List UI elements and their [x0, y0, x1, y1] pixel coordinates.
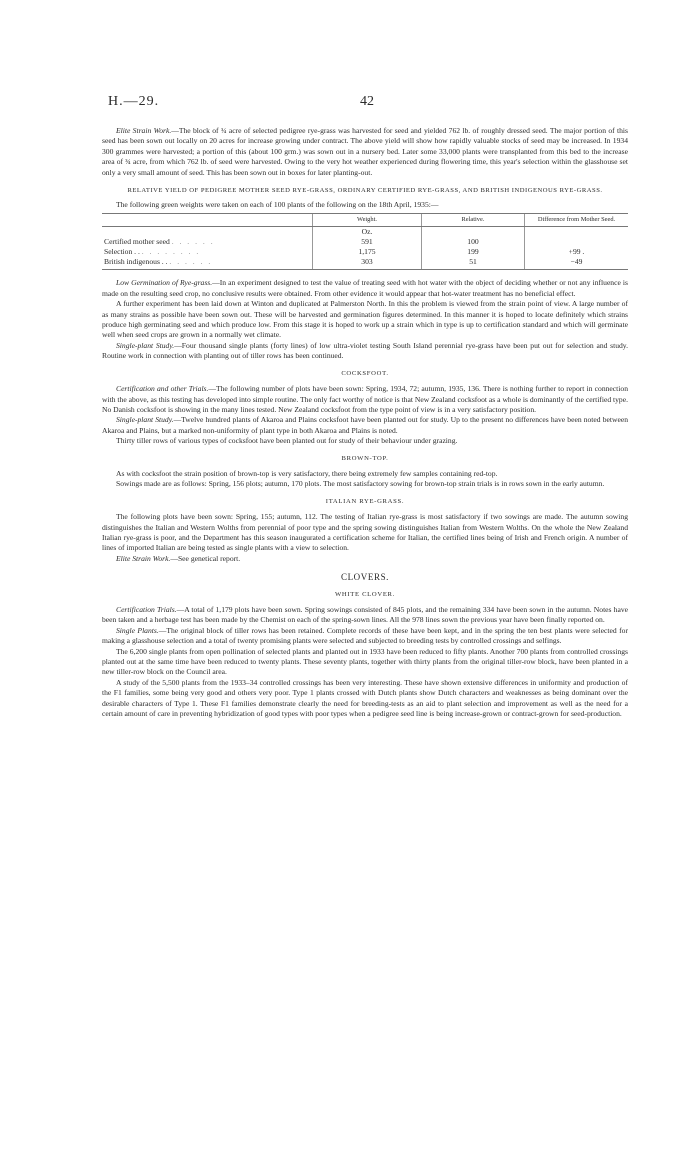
paragraph-browntop-strain: As with cocksfoot the strain position of brown-top is very satisfactory, there being extremely few samples containing red-top. — [116, 468, 498, 478]
paragraph-text: —The original block of tiller rows has been retained. Complete records of these have been kept, and in the spring the ten best plants were selected for making a glasshouse selection and a total of twenty promising plants were selected and subjected to breeding tests by controlled crossings and selfings. — [102, 625, 628, 646]
table-row — [102, 257, 628, 270]
table-row — [102, 247, 628, 257]
table-row — [102, 237, 628, 247]
row-label: British indigenous . . — [104, 257, 168, 267]
paragraph-label: Single Plants. — [116, 625, 159, 635]
difference-cell — [525, 237, 629, 247]
weight-cell: 303 — [313, 257, 422, 270]
paragraph-elite-strain — [102, 126, 628, 178]
col-header-relative: Relative. — [422, 214, 525, 227]
page-number: 42 — [360, 94, 374, 109]
paragraph-text: —The following number of plots have been sown: Spring, 1934, 72; autumn, 1935, 136. There is nothing further to report in connection with the above, as this testing has developed into simple routine. The only fact worthy of notice is that New Zealand cocksfoot as a whole is dominantly of the certified type. No Danish cocksfoot is showing in the many lines tested. New Zealand cocksfoot from the type point of view is in a very satisfactory position. — [102, 384, 628, 414]
section-heading-cocksfoot: COCKSFOOT. — [341, 369, 389, 377]
page-header — [102, 94, 628, 114]
paragraph-clover-certification — [102, 605, 628, 626]
paragraph-label: Certification and other Trials. — [116, 384, 209, 394]
paragraph-further-experiment: A further experiment has been laid down at Winton and duplicated at Palmerston North. In this the problem is viewed from the strain point of view. A large number of as many strains as possible have been sown out. These will be harvested and germination figures determined. In this manner it is hoped to locate definitely which strains produce high germinating seed and which produce low. From this stage it is hoped to work up a strain which in type is up to certification standard and which will germinate well when seed crops are grown in a normally wet climate. — [102, 299, 628, 340]
paragraph-label: Certification Trials. — [116, 605, 177, 614]
yield-table — [102, 213, 628, 270]
row-label: Certified mother seed — [104, 237, 170, 247]
table-title: RELATIVE YIELD OF PEDIGREE MOTHER SEED RYE-GRASS, ORDINARY CERTIFIED RYE-GRASS, AND BRITISH INDIGENOUS RYE-GRASS. — [127, 187, 603, 195]
section-heading-white-clover: WHITE CLOVER. — [334, 590, 395, 598]
paragraph-clover-reduction: The 6,200 single plants from open pollination of selected plants and planted out in 1933 have been reduced to fifty plants. Another 700 plants from controlled crossings planted out at the same time have been reduced to twenty plants. These seventy plants, together with thirty plants from the original tiller-row block, have been planted in a new tiller-row block on the Council area. — [102, 646, 628, 677]
paragraph-italian-elite — [102, 554, 628, 564]
paragraph-cocksfoot-single-plant — [102, 415, 628, 436]
table-unit-row — [102, 227, 628, 238]
paragraph-browntop-sowings: Sowings made are as follows: Spring, 156 plots; autumn, 170 plots. The most satisfactory sowing for brown-top strain trials is in rows sown in the early autumn. — [116, 479, 605, 489]
paragraph-low-germination — [102, 278, 628, 299]
paragraph-text: —Four thousand single plants (forty lines) of low ultra-violet testing South Island perennial rye-grass have been put out for selection and study. Routine work in connection with planting out of tiller rows has been continued. — [102, 340, 628, 361]
paragraph-single-plant-ryegrass — [102, 341, 628, 362]
difference-cell: −49 — [525, 257, 629, 270]
weight-cell: 1,175 — [313, 247, 422, 257]
paragraph-label: Low Germination of Rye-grass. — [116, 278, 213, 288]
paragraph-text: —Twelve hundred plants of Akaroa and Plains cocksfoot have been planted out for study. Up to the present no differences have been noted between Akaroa and Plains, but a marked non-uniformity of plant type in both Akaroa and Plains is noted. — [102, 415, 628, 435]
leader-dots: . . . . . . — [169, 257, 213, 267]
unit-label: Oz. — [313, 227, 422, 238]
paragraph-label: Elite Strain Work. — [116, 553, 171, 563]
paragraph-text: —A total of 1,179 plots have been sown. Spring sowings consisted of 845 plots, and the remaining 334 have been sown in the autumn. Notes have been taken and a herbage test has been made by the Chemist on each of the spring-sown lines. All the 978 lines sown the previous year have been finally reported on. — [102, 605, 628, 625]
section-heading-italian: ITALIAN RYE-GRASS. — [325, 497, 405, 505]
leader-dots: . . . . . . . . — [141, 247, 201, 257]
report-code: H.—29. — [108, 94, 160, 109]
section-heading-clovers: CLOVERS. — [340, 572, 390, 583]
paragraph-text: —In an experiment designed to test the value of treating seed with hot water with the object of deciding whether or not any influence is made on the resulting seed crop, no conclusive results were obtained. From other evidence it would appear that hot-water treatment has no beneficial effect. — [102, 278, 628, 298]
relative-cell: 199 — [422, 247, 525, 257]
paragraph-label: Single-plant Study. — [116, 340, 175, 350]
col-header-weight: Weight. — [313, 214, 422, 227]
table-intro: The following green weights were taken on each of 100 plants of the following on the 18th April, 1935:— — [116, 200, 439, 210]
paragraph-label: Single-plant Study. — [116, 415, 174, 425]
page-body — [102, 126, 628, 719]
col-header-difference: Difference from Mother Seed. — [525, 214, 629, 227]
section-heading-browntop: BROWN-TOP. — [341, 454, 389, 462]
paragraph-clover-crossings: A study of the 5,500 plants from the 1933–34 controlled crossings has been very interesting. These have shown extensive differences in uniformity and production of the F1 families, some being very good and others very poor. Type 1 plants crossed with Dutch plants show Dutch characters and weaknesses as being dominant over the desirable characters of Type 1. These F1 families demonstrate clearly the need for breeding-tests as an aid to plant selection and improvement as well as the need for a certain amount of care in preventing hybridization of good types with poor types when a pedigree seed line is being increase-grown or contract-grown for seed-production. — [102, 677, 628, 719]
weight-cell: 591 — [313, 237, 422, 247]
leader-dots: . . . . . . — [171, 237, 215, 247]
relative-cell: 100 — [422, 237, 525, 247]
paragraph-cocksfoot-tiller-rows: Thirty tiller rows of various types of cocksfoot have been planted out for study of their behaviour under grazing. — [116, 436, 458, 446]
difference-cell: +99 . — [525, 247, 629, 257]
paragraph-label: Elite Strain Work. — [116, 126, 172, 135]
paragraph-text: —See genetical report. — [170, 553, 241, 563]
paragraph-italian-plots: The following plots have been sown: Spring, 155; autumn, 112. The testing of Italian rye-grass is most satisfactory if two sowings are made. The autumn sowing distinguishes the Italian and Western Wolths from perennial of poor type and the spring sowing distinguishes Italian from Western Wolths. On the whole the New Zealand Italian rye-grass is poor, and the Department has this season inaugurated a certification scheme for Italian, the certified lines being of Irish and French origin. A number of lines of imported Italian are being tested as single plants with a view to selection. — [102, 512, 628, 553]
row-label: Selection . . — [104, 247, 140, 257]
relative-cell: 51 — [422, 257, 525, 270]
table-header-blank — [102, 214, 313, 227]
paragraph-clover-single-plants — [102, 626, 628, 647]
paragraph-text: —The block of ¾ acre of selected pedigree rye-grass was harvested for seed and yielded 762 lb. of roughly dressed seed. The major portion of this seed has been sown out locally on 20 acres for increase growing under contract. The above yield will show how rapidly valuable stocks of seed may be increased. In 1934 300 grammes were harvested; a portion of this (about 100 grm.) was sown out in a nursery bed. Later some 33,000 plants were transplanted from this bed to the increase area of ¾ acre, from which 762 lb. of seed were harvested. Owing to the very hot weather experienced during flowering time, this year's selection within the glasshouse set only a very small amount of seed. This has been sown out in boxes for later planting-out. — [102, 126, 628, 177]
paragraph-cocksfoot-trials — [102, 384, 628, 415]
